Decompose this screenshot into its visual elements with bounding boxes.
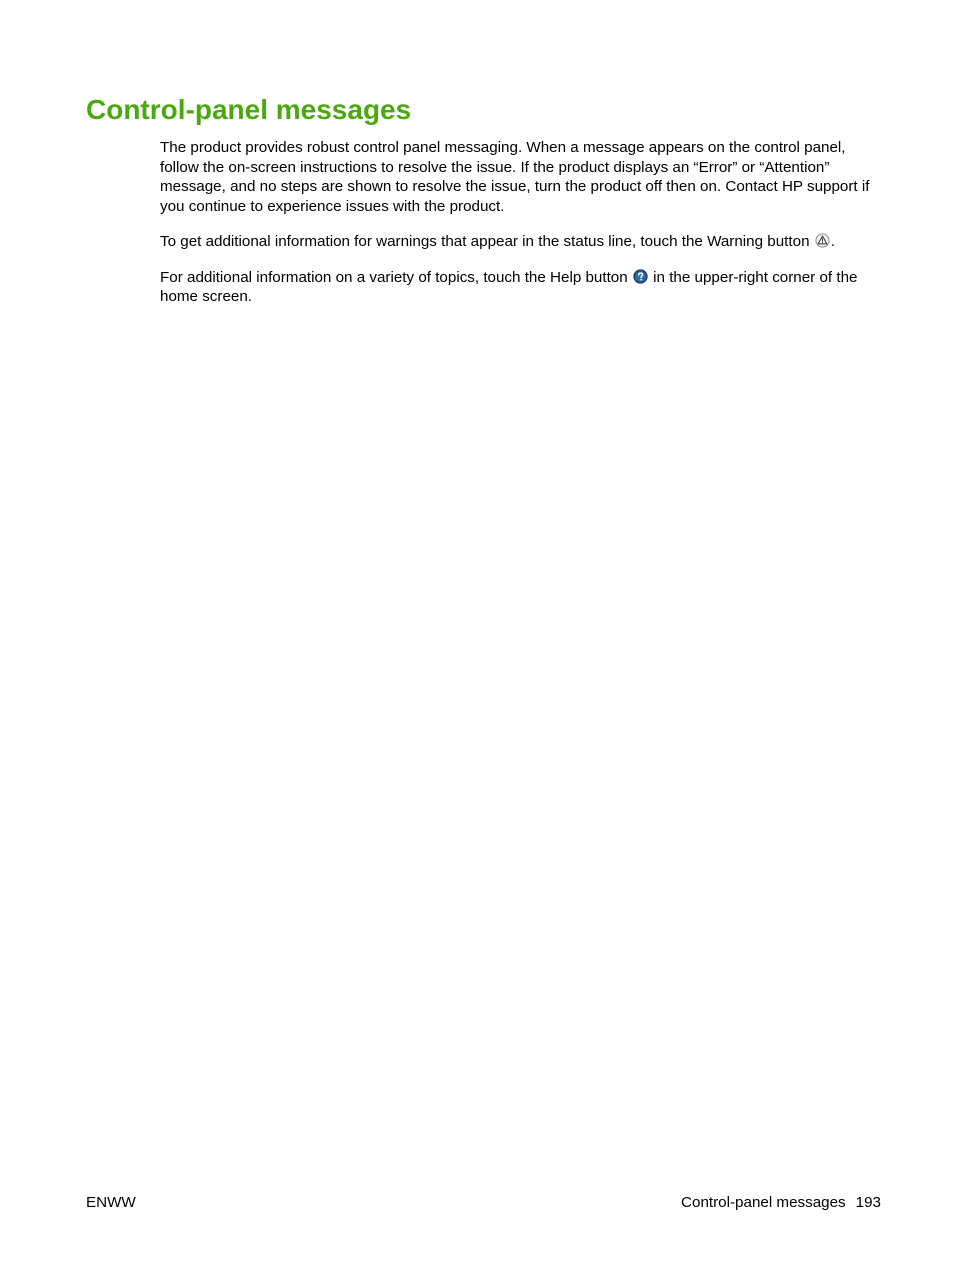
- footer-left-label: ENWW: [86, 1194, 136, 1211]
- page-number: 193: [855, 1194, 881, 1211]
- paragraph-messaging-overview: The product provides robust control panel messaging. When a message appears on the control panel, follow the on-screen instructions to resolve the issue. If the product displays an “Error” or “Attention” message, and no steps are shown to resolve the issue, turn the product off then on. Contact HP support if you continue to experience issues with the product.: [160, 139, 870, 215]
- paragraph-warning-info: [160, 232, 886, 252]
- footer-right: [681, 1193, 881, 1213]
- page-title: Control-panel messages: [86, 94, 412, 125]
- paragraph-help-info: [160, 268, 886, 307]
- body-content: [160, 138, 886, 323]
- paragraph-warning-tail: .: [830, 233, 835, 250]
- footer-section-title: Control-panel messages: [681, 1194, 846, 1211]
- help-icon: [633, 269, 648, 284]
- paragraph-help-text: For additional information on a variety of topics, touch the Help button: [160, 268, 632, 286]
- paragraph-warning-text: To get additional information for warnings that appear in the status line, touch the Warning button: [160, 233, 814, 250]
- paragraph-help-tail: in the upper-right corner of the home screen.: [160, 268, 858, 305]
- warning-icon: [815, 233, 830, 248]
